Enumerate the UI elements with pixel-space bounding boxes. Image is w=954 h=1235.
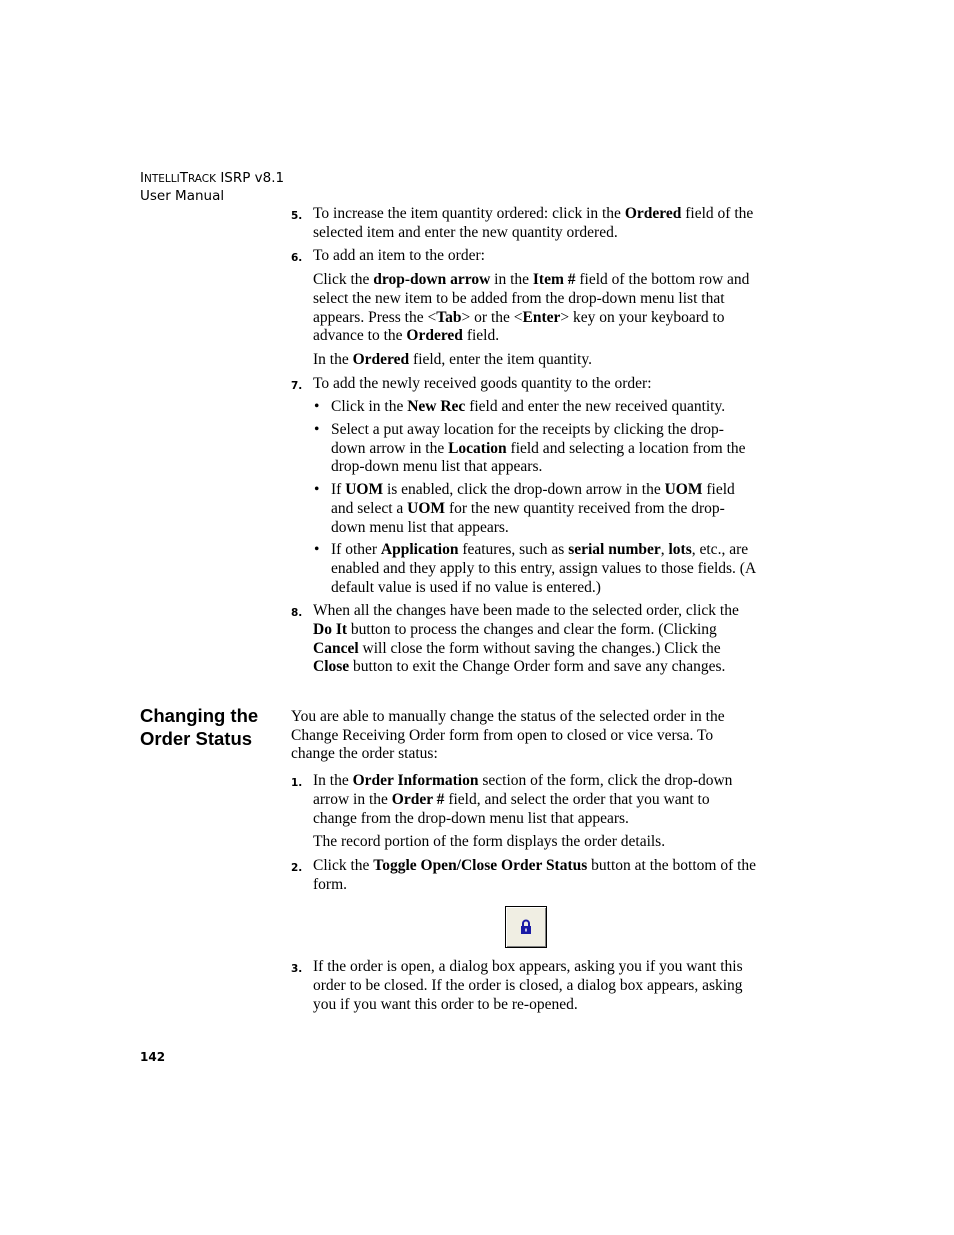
bold-term: Tab bbox=[436, 308, 462, 326]
list-item bbox=[313, 398, 757, 417]
text: To add the newly received goods quantity to the order: bbox=[313, 374, 652, 392]
text: To increase the item quantity ordered: click in the bbox=[313, 205, 625, 222]
heading-line: Changing the bbox=[140, 705, 259, 726]
status-step-3 bbox=[291, 958, 757, 1014]
section-intro: You are able to manually change the status of the selected order in the Change Receiving Order form from open to closed or vice versa. To change the order status: bbox=[291, 708, 725, 763]
order-status-section bbox=[291, 708, 757, 1019]
text: will close the form without saving the changes.) Click the bbox=[358, 639, 721, 657]
text: section of the form, click the drop-down arrow in the bbox=[313, 772, 733, 808]
status-step-1 bbox=[291, 772, 757, 828]
lock-icon bbox=[519, 919, 533, 935]
list-item bbox=[313, 421, 757, 477]
text: in the bbox=[490, 271, 533, 289]
text: Click the bbox=[313, 856, 374, 874]
step-5 bbox=[291, 205, 757, 242]
bold-term: UOM bbox=[345, 481, 384, 499]
list-item bbox=[313, 541, 757, 597]
bold-term: Application bbox=[380, 541, 459, 559]
text: Click in the bbox=[331, 398, 408, 416]
bold-term: Toggle Open/Close Order Status bbox=[373, 856, 588, 874]
bold-term: Ordered bbox=[352, 350, 410, 368]
bold-term: Order Information bbox=[352, 772, 479, 790]
step-number: 2. bbox=[291, 861, 303, 874]
text: If the order is open, a dialog box appears, asking you if you want this order to be closed. If the order is closed, a dialog box appears, asking you if you want this order to be re-opened. bbox=[313, 958, 743, 1013]
text: In the bbox=[313, 350, 353, 368]
bold-term: Ordered bbox=[624, 205, 682, 222]
text: To add an item to the order: bbox=[313, 247, 485, 265]
brand-smallcaps-rack: RACK bbox=[187, 173, 217, 185]
text: button at the bottom of the form. bbox=[313, 856, 757, 893]
brand-smallcaps-ntelli: NTELLI bbox=[143, 173, 180, 185]
bold-term: Cancel bbox=[313, 639, 359, 657]
text: field of the selected item and enter the new quantity ordered. bbox=[313, 205, 754, 241]
bold-term: Order # bbox=[391, 790, 445, 808]
text: for the new quantity received from the drop-down menu list that appears. bbox=[331, 499, 725, 536]
step-number: 7. bbox=[291, 379, 303, 392]
bold-term: Close bbox=[313, 658, 350, 676]
page-number: 142 bbox=[140, 1050, 166, 1064]
text: , bbox=[660, 541, 669, 559]
step-7 bbox=[291, 375, 757, 394]
brand-initial-i: I bbox=[140, 170, 144, 186]
text: , etc., are enabled and they apply to this entry, assign values to those fields. (A default value is used if no value is entered.) bbox=[331, 541, 756, 596]
text: field and enter the new received quantity. bbox=[465, 398, 726, 416]
step-6-detail bbox=[313, 271, 757, 346]
step-number: 6. bbox=[291, 252, 303, 265]
step-number: 8. bbox=[291, 607, 303, 620]
text: If bbox=[331, 481, 346, 499]
bold-term: Ordered bbox=[406, 327, 463, 345]
product-version: ISRP v8.1 bbox=[216, 170, 285, 186]
text: Click the bbox=[313, 271, 374, 289]
step-number: 5. bbox=[291, 210, 303, 222]
text: field. bbox=[462, 327, 500, 345]
text: field and select a bbox=[331, 481, 735, 517]
section-heading bbox=[140, 705, 280, 750]
bold-term: Enter bbox=[522, 308, 561, 326]
bold-term: New Rec bbox=[407, 398, 466, 416]
text: In the bbox=[313, 772, 353, 790]
step-list-continued bbox=[291, 205, 757, 682]
brand-initial-t: T bbox=[179, 170, 188, 186]
toggle-order-status-button[interactable] bbox=[505, 906, 547, 948]
text: button to exit the Change Order form and save any changes. bbox=[349, 658, 726, 676]
step-7-bullets bbox=[313, 398, 757, 597]
text: button to process the changes and clear the form. (Clicking bbox=[347, 621, 717, 639]
heading-line: Order Status bbox=[140, 727, 253, 749]
text: field and selecting a location from the drop-down menu list that appears. bbox=[331, 439, 746, 476]
text: If other bbox=[331, 541, 381, 559]
running-header bbox=[140, 170, 284, 205]
bold-term: serial number bbox=[568, 541, 661, 559]
step-8 bbox=[291, 602, 757, 677]
bold-term: UOM bbox=[407, 499, 446, 517]
bold-term: lots bbox=[668, 541, 692, 559]
manual-subtitle: User Manual bbox=[140, 188, 225, 204]
step-6-note bbox=[313, 351, 757, 370]
status-step-1-note: The record portion of the form displays the order details. bbox=[313, 833, 666, 851]
text: > key on your keyboard to advance to the bbox=[313, 308, 725, 345]
bold-term: UOM bbox=[664, 481, 703, 499]
bold-term: Item # bbox=[532, 271, 576, 289]
bold-term: Location bbox=[448, 439, 507, 457]
product-title bbox=[140, 170, 284, 188]
text: > or the < bbox=[461, 308, 523, 326]
text: field, enter the item quantity. bbox=[409, 350, 592, 368]
status-step-2 bbox=[291, 857, 757, 894]
bold-term: Do It bbox=[313, 621, 348, 639]
text: When all the changes have been made to the selected order, click the bbox=[313, 602, 739, 620]
text: features, such as bbox=[458, 541, 569, 559]
list-item bbox=[313, 481, 757, 537]
bold-term: drop-down arrow bbox=[373, 271, 491, 289]
step-6 bbox=[291, 247, 757, 266]
text: field of the bottom row and select the new item to be added from the drop-down menu list that appears. Press the < bbox=[313, 271, 750, 326]
text: is enabled, click the drop-down arrow in the bbox=[383, 481, 665, 499]
text: Select a put away location for the receipts by clicking the drop-down arrow in the bbox=[331, 421, 724, 457]
step-number: 1. bbox=[291, 777, 303, 790]
step-number: 3. bbox=[291, 963, 303, 976]
text: field, and select the order that you want to change from the drop-down menu list that appears. bbox=[313, 790, 710, 827]
